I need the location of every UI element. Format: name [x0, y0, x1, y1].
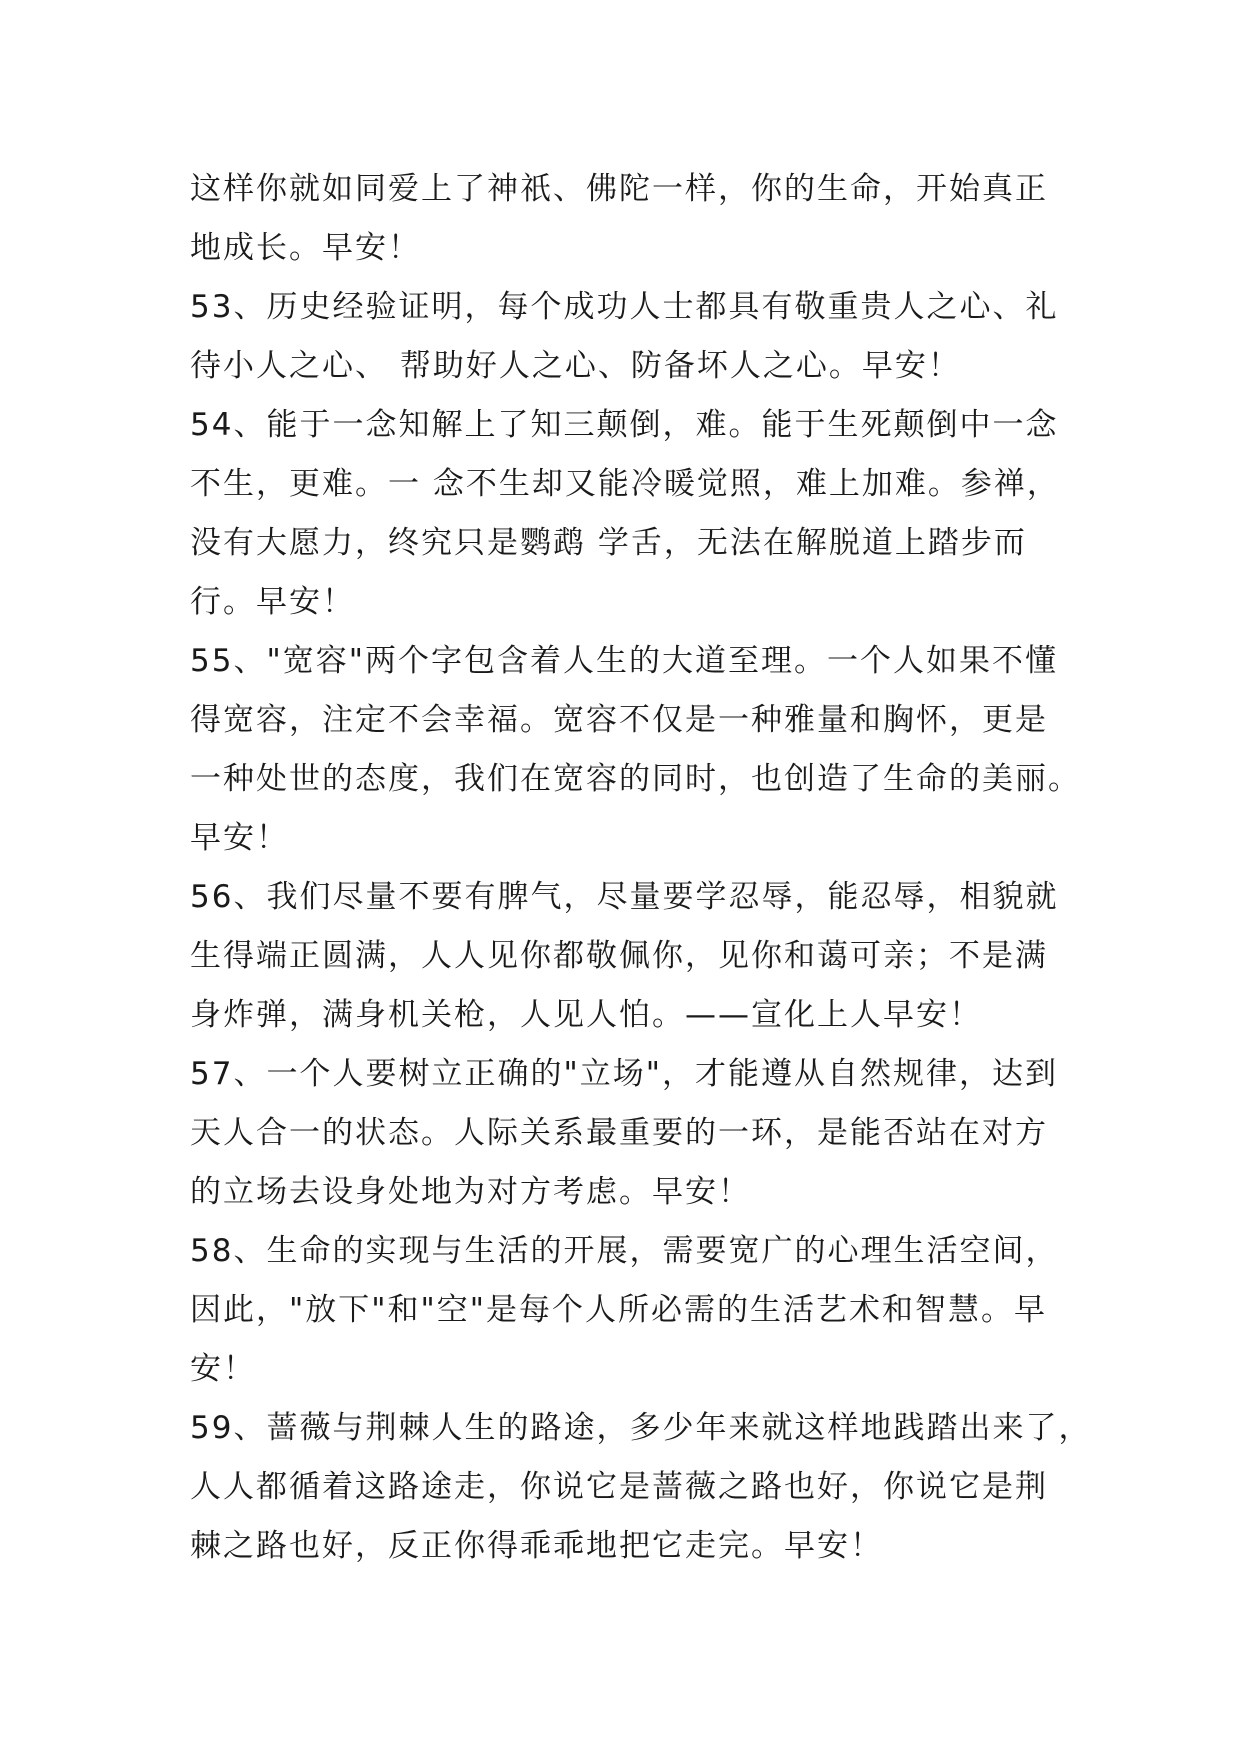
text-line: 因此，"放下"和"空"是每个人所必需的生活艺术和智慧。早 [190, 1292, 1048, 1328]
text-line: 不生，更难。一 念不生却又能冷暖觉照，难上加难。参禅， [190, 466, 1060, 502]
text-line: 地成长。早安！ [190, 230, 421, 266]
text-line: 一种处世的态度，我们在宽容的同时，也创造了生命的美丽。 [190, 761, 1081, 797]
text-line: 安！ [190, 1351, 256, 1387]
text-line: 的立场去设身处地为对方考虑。早安！ [190, 1174, 751, 1210]
text-line: 待小人之心、 帮助好人之心、防备坏人之心。早安！ [190, 348, 961, 384]
text-line: 行。早安！ [190, 584, 355, 620]
text-line: 55、"宽容"两个字包含着人生的大道至理。一个人如果不懂 [190, 643, 1058, 679]
text-line: 56、我们尽量不要有脾气，尽量要学忍辱，能忍辱，相貌就 [190, 879, 1059, 915]
document-body [190, 160, 1092, 1576]
text-line: 棘之路也好，反正你得乖乖地把它走完。早安！ [190, 1528, 883, 1564]
text-line: 54、能于一念知解上了知三颠倒，难。能于生死颠倒中一念 [190, 407, 1059, 443]
text-line: 53、历史经验证明，每个成功人士都具有敬重贵人之心、礼 [190, 289, 1059, 325]
text-line: 57、一个人要树立正确的"立场"，才能遵从自然规律，达到 [190, 1056, 1058, 1092]
text-line: 身炸弹，满身机关枪，人见人怕。——宣化上人早安！ [190, 997, 982, 1033]
text-line: 得宽容，注定不会幸福。宽容不仅是一种雅量和胸怀，更是 [190, 702, 1048, 738]
text-line: 生得端正圆满，人人见你都敬佩你，见你和蔼可亲；不是满 [190, 938, 1048, 974]
text-line: 59、蔷薇与荆棘人生的路途，多少年来就这样地践踏出来了， [190, 1410, 1092, 1446]
text-line: 没有大愿力，终究只是鹦鹉 学舌，无法在解脱道上踏步而 [190, 525, 1027, 561]
text-line: 58、生命的实现与生活的开展，需要宽广的心理生活空间， [190, 1233, 1059, 1269]
text-line: 天人合一的状态。人际关系最重要的一环，是能否站在对方 [190, 1115, 1048, 1151]
text-line: 早安！ [190, 820, 289, 856]
text-line: 人人都循着这路途走，你说它是蔷薇之路也好，你说它是荆 [190, 1469, 1048, 1505]
text-line: 这样你就如同爱上了神祇、佛陀一样，你的生命，开始真正 [190, 171, 1048, 207]
